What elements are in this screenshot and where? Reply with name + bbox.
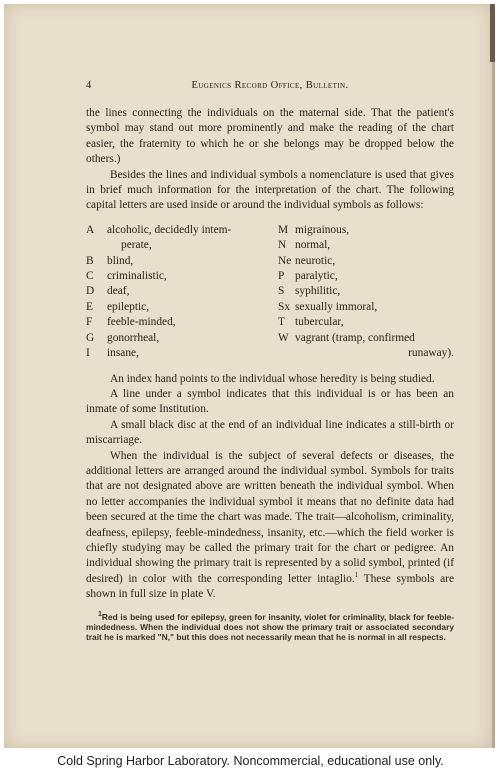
paragraph-3: An index hand points to the individual whose heredity is being studied. (110, 372, 435, 385)
legend-item (278, 315, 454, 330)
paragraph-6-tail: These symbols are shown in full size in plate V. (86, 572, 454, 601)
page-header (86, 80, 454, 94)
paragraph-6 (86, 449, 454, 603)
legend-letter: E (86, 300, 93, 313)
legend-item (86, 300, 262, 315)
legend-term: criminalistic, (107, 270, 167, 283)
legend-item (278, 223, 454, 238)
legend-item (278, 300, 454, 315)
legend-term: gonorrheal, (107, 331, 160, 344)
footnote (86, 612, 454, 643)
legend-item (86, 223, 262, 238)
legend-item-continuation (278, 346, 454, 361)
legend-item (86, 284, 262, 299)
legend-term: feeble-minded, (107, 316, 176, 329)
letter-legend (86, 223, 454, 362)
legend-letter: Ne (278, 254, 292, 267)
legend-item (86, 346, 262, 361)
legend-letter: G (86, 331, 95, 344)
legend-letter: Sx (278, 300, 291, 313)
legend-term: perate, (121, 239, 152, 252)
legend-letter: S (278, 285, 285, 298)
legend-letter: C (86, 270, 94, 283)
legend-term: epileptic, (107, 300, 150, 313)
legend-column-left (86, 223, 262, 362)
legend-column-right (278, 223, 454, 362)
legend-term: syphilitic, (295, 285, 341, 298)
paragraph-5: A small black disc at the end of an individual line indicates a still-birth or miscarriage. (86, 418, 454, 447)
legend-term: alcoholic, decidedly intem- (107, 223, 232, 236)
paragraph-1: the lines connecting the individuals on the maternal side. That the patient's symbol may stand out more prominently and make the reading of the chart easier, the fraternity to which he or she belongs may be dropped below the others.) (86, 107, 454, 166)
paragraph-2: Besides the lines and individual symbols a nomenclature is used that gives in brief much information for the interpretation of the chart. The following capital letters are used inside or around the individual symbols as follows: (86, 168, 454, 212)
legend-item-continuation (86, 238, 262, 253)
legend-term: vagrant (tramp, confirmed (295, 331, 415, 344)
legend-letter: W (278, 331, 289, 344)
page-edge-mark (490, 4, 495, 62)
footnote-text: Red is being used for epilepsy, green for insanity, violet for criminality, black for feeble-mindedness. When the individual does not show the primary trait or associated secondary trait he is marked "N," but this does not necessarily mean that he is normal in all respects. (86, 611, 454, 643)
legend-letter: D (86, 285, 95, 298)
legend-letter: I (86, 347, 90, 360)
legend-letter: A (86, 223, 95, 236)
legend-item (278, 331, 454, 346)
legend-term: normal, (295, 239, 331, 252)
legend-item (278, 269, 454, 284)
legend-term: migrainous, (295, 223, 350, 236)
legend-term: deaf, (107, 285, 130, 298)
paragraph-4: A line under a symbol indicates that this individual is or has been an inmate of some Institution. (86, 387, 454, 416)
legend-letter: M (278, 223, 289, 236)
running-head: Eugenics Record Office, Bulletin. (191, 80, 349, 91)
legend-item (86, 315, 262, 330)
legend-term: neurotic, (295, 254, 336, 267)
legend-item (278, 254, 454, 269)
legend-term: insane, (107, 347, 139, 360)
legend-term: runaway). (408, 347, 454, 360)
legend-item (86, 331, 262, 346)
legend-item (86, 269, 262, 284)
legend-item (86, 254, 262, 269)
legend-term: tubercular, (295, 316, 344, 329)
page-number: 4 (86, 80, 92, 91)
legend-term: blind, (107, 254, 134, 267)
footnote-marker: 1 (98, 610, 102, 618)
footnote-reference: 1 (354, 570, 359, 579)
legend-letter: F (86, 316, 93, 329)
body-text (86, 106, 454, 643)
legend-letter: P (278, 270, 285, 283)
legend-letter: N (278, 239, 287, 252)
legend-letter: B (86, 254, 94, 267)
credit-line: Cold Spring Harbor Laboratory. Noncommercial, educational use only. (57, 754, 444, 768)
legend-item (278, 238, 454, 253)
legend-term: sexually immoral, (295, 300, 378, 313)
legend-item (278, 284, 454, 299)
legend-term: paralytic, (295, 270, 338, 283)
paragraph-6-text: When the individual is the subject of several defects or diseases, the additional letters are arranged around the individual symbol. Symbols for traits that are not designated above are written beneath the individual symbol. When no letter accompanies the individual symbol it means that no definite data had been secured at the time the chart was made. The trait—alcoholism, criminality, deafness, epilepsy, feeble-mindedness, insanity, etc.—which the field worker is chiefly studying may be called the primary trait for the chart or pedigree. An individual showing the primary trait is represented by a solid symbol, printed (if desired) in color with the corresponding letter intaglio. (86, 449, 454, 585)
legend-letter: T (278, 316, 285, 329)
